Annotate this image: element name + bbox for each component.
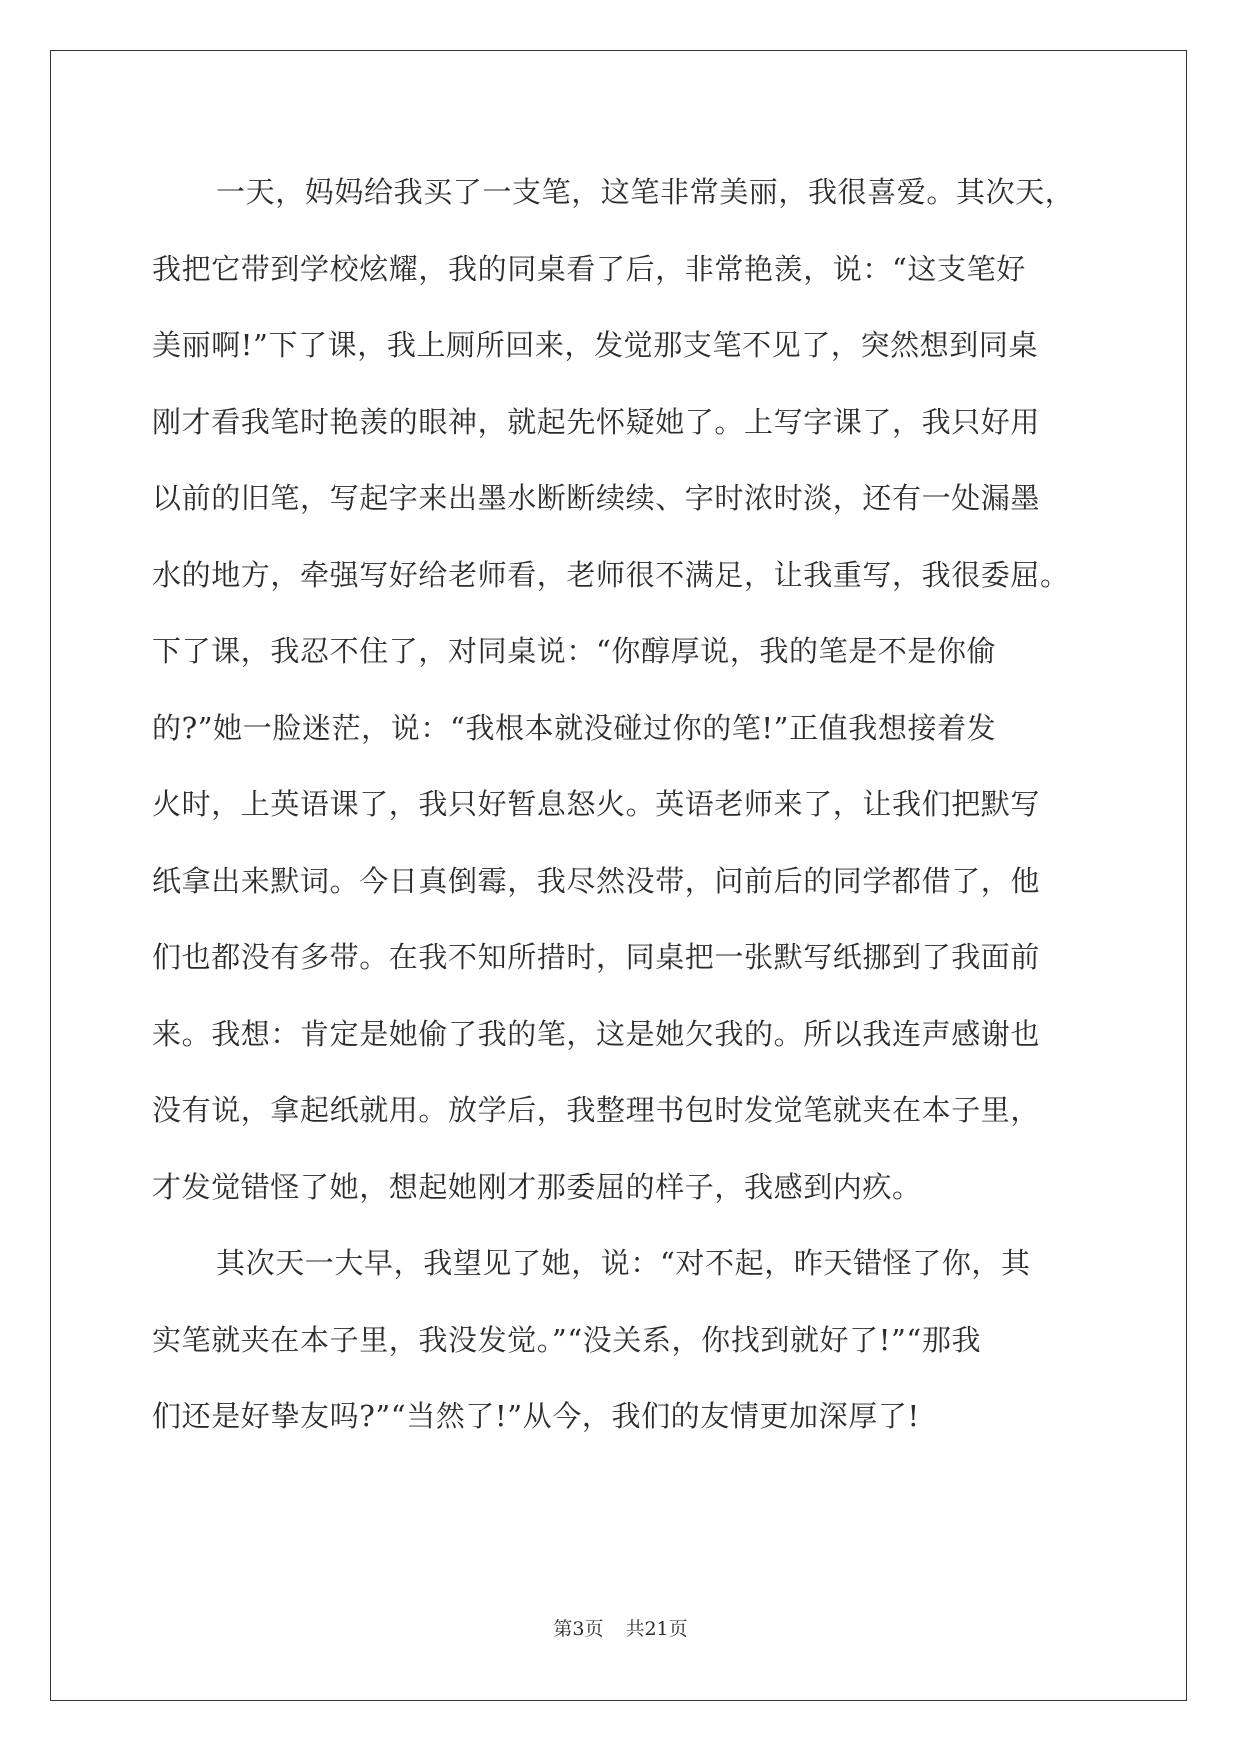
- text-line: 没有说，拿起纸就用。放学后，我整理书包时发觉笔就夹在本子里，: [152, 1093, 1041, 1127]
- text-line: 纸拿出来默词。今日真倒霉，我尽然没带，问前后的同学都借了，他: [152, 863, 1041, 898]
- text-line: 其次天一大早，我望见了她，说：“对不起，昨天错怪了你，其: [216, 1246, 1031, 1280]
- text-line: 才发觉错怪了她，想起她刚才那委屈的样子，我感到内疚。: [152, 1169, 922, 1204]
- paragraph-2: [152, 1225, 1098, 1455]
- paragraph-1: [152, 154, 1098, 1225]
- text-line: 刚才看我笔时艳羡的眼神，就起先怀疑她了。上写字课了，我只好用: [152, 404, 1041, 439]
- text-line: 实笔就夹在本子里，我没发觉。”“没关系，你找到就好了!”“那我: [152, 1322, 982, 1357]
- text-line: 一天，妈妈给我买了一支笔，这笔非常美丽，我很喜爱。其次天，: [216, 175, 1075, 209]
- text-line: 以前的旧笔，写起字来出墨水断断续续、字时浓时淡，还有一处漏墨: [152, 481, 1041, 515]
- page-footer: [0, 1614, 1241, 1641]
- text-line: 火时，上英语课了，我只好暂息怒火。英语老师来了，让我们把默写: [152, 787, 1041, 821]
- body-text: [152, 154, 1098, 1455]
- text-line: 们还是好挚友吗?”“当然了!”从今，我们的友情更加深厚了!: [152, 1399, 920, 1433]
- total-page-count: 共21页: [625, 1618, 688, 1640]
- text-line: 的?”她一脸迷茫，说：“我根本就没碰过你的笔!”正值我想接着发: [152, 710, 997, 745]
- current-page-number: 第3页: [553, 1618, 604, 1640]
- text-line: 来。我想：肯定是她偷了我的笔，这是她欠我的。所以我连声感谢也: [152, 1016, 1041, 1051]
- text-line: 们也都没有多带。在我不知所措时，同桌把一张默写纸挪到了我面前: [152, 940, 1041, 974]
- text-line: 水的地方，牵强写好给老师看，老师很不满足，让我重写，我很委屈。: [152, 557, 1070, 592]
- text-line: 美丽啊!”下了课，我上厕所回来，发觉那支笔不见了，突然想到同桌: [152, 328, 1039, 362]
- text-line: 下了课，我忍不住了，对同桌说：“你醇厚说，我的笔是不是你偷: [152, 634, 997, 668]
- text-line: 我把它带到学校炫耀，我的同桌看了后，非常艳羡，说：“这支笔好: [152, 251, 1026, 286]
